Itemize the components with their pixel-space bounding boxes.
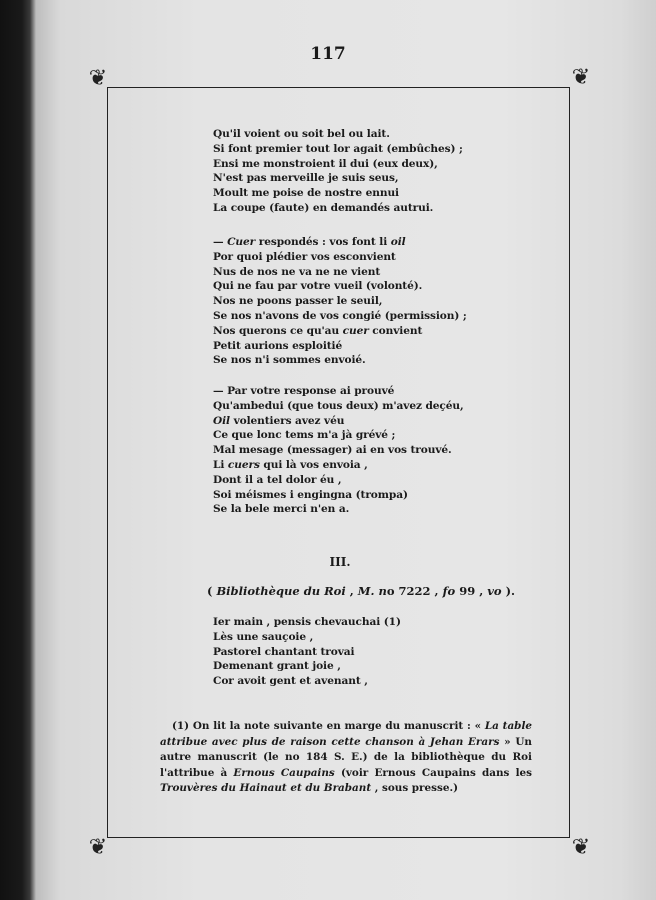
verse-line: [213, 384, 464, 399]
italic-text: Bibliothèque du Roi: [216, 584, 346, 598]
text-segment: (: [207, 584, 217, 598]
italic-text: Cuer: [227, 236, 256, 248]
text-segment: 99 ,: [455, 584, 488, 598]
verse-line: [213, 201, 463, 216]
text-segment: » Un autre manuscrit (le no 184 S. E.) de la bibliothèque du Roi l'attribue à: [160, 735, 532, 779]
italic-text: fo: [442, 584, 456, 598]
verse-line: [213, 645, 401, 660]
text-segment: La coupe (faute) en demandés autrui.: [213, 201, 434, 214]
text-segment: Pastorel chantant trovai: [213, 645, 355, 658]
verse-line: [213, 399, 464, 414]
stanza-4: [213, 615, 401, 689]
text-segment: N'est pas merveille je suis seus,: [213, 172, 399, 185]
text-segment: ,: [345, 584, 358, 598]
text-segment: Mal mesage (messager) ai en vos trouvé.: [213, 444, 452, 457]
ornament-top-right-icon: ❦: [571, 65, 591, 90]
footnote: [160, 719, 532, 797]
text-segment: Soi méismes i engingna (trompa): [213, 488, 408, 501]
verse-line: [213, 279, 467, 294]
verse-line: [213, 502, 464, 517]
verse-line: [213, 339, 467, 354]
stanza-1: [213, 127, 463, 216]
text-segment: Dont il a tel dolor éu ,: [213, 473, 342, 486]
text-segment: Ensi me monstroient il dui (eux deux),: [213, 157, 438, 170]
italic-text: cuer: [342, 324, 369, 337]
text-segment: Nus de nos ne va ne ne vient: [213, 265, 381, 278]
verse-line: [213, 615, 401, 630]
text-segment: qui là vos envoia ,: [259, 458, 368, 471]
text-segment: Por quoi plédier vos esconvient: [213, 250, 396, 263]
italic-text: Oil: [213, 414, 230, 427]
italic-text: cuers: [227, 458, 260, 471]
verse-line: [213, 630, 401, 645]
text-segment: Qu'ambedui (que tous deux) m'avez deçéu,: [213, 399, 464, 412]
verse-line: [213, 235, 467, 250]
text-segment: Ier main , pensis chevauchai (1): [213, 616, 401, 628]
page-number: 117: [310, 44, 346, 64]
italic-text: M.: [357, 584, 375, 598]
verse-line: [213, 309, 467, 324]
verse-line: [213, 265, 467, 280]
verse-line: [213, 186, 463, 201]
text-segment: —: [213, 236, 228, 248]
text-segment: Lès une sauçoie ,: [213, 630, 314, 643]
text-segment: Nos querons ce qu'au: [213, 324, 343, 337]
section-heading: III.: [329, 555, 351, 569]
text-segment: ).: [501, 584, 516, 598]
text-segment: Se nos n'avons de vos congié (permission) ;: [213, 309, 467, 322]
verse-line: [213, 659, 401, 674]
text-segment: Li: [213, 458, 228, 471]
text-segment: Si font premier tout lor agait (embûches) ;: [213, 142, 463, 155]
text-segment: convient: [368, 324, 423, 337]
text-segment: Se la bele merci n'en a.: [213, 503, 350, 516]
italic-text: Ernous Caupains: [233, 766, 335, 779]
text-segment: Qu'il voient ou soit bel ou lait.: [213, 128, 390, 140]
text-segment: Petit aurions esploitié: [213, 339, 343, 352]
verse-line: [213, 473, 464, 488]
text-segment: volentiers avez véu: [229, 414, 345, 427]
text-segment: (1) On lit la note suivante en marge du manuscrit : «: [172, 720, 485, 732]
source-reference: [207, 584, 515, 598]
text-segment: Qui ne fau par votre vueil (volonté).: [213, 280, 423, 293]
italic-text: oil: [390, 236, 406, 248]
italic-text: vo: [487, 584, 502, 598]
verse-line: [213, 142, 463, 157]
ornament-bottom-left-icon: ❦: [88, 835, 108, 860]
verse-line: [213, 127, 463, 142]
verse-line: [213, 353, 467, 368]
verse-line: [213, 414, 464, 429]
text-segment: Ce que lonc tems m'a jà grévé ;: [213, 429, 396, 442]
verse-line: [213, 428, 464, 443]
ornament-bottom-right-icon: ❦: [571, 835, 591, 860]
ornament-top-left-icon: ❦: [88, 66, 108, 91]
text-segment: Se nos n'i sommes envoié.: [213, 354, 366, 367]
italic-text: n: [378, 584, 387, 598]
verse-line: [213, 674, 401, 689]
italic-text: La table attribue avec plus de raison cette chanson à Jehan Erars: [160, 720, 533, 748]
text-segment: — Par votre response ai prouvé: [213, 385, 395, 397]
text-segment: (voir Ernous Caupains dans les: [334, 766, 532, 779]
verse-line: [213, 294, 467, 309]
verse-line: [213, 171, 463, 186]
stanza-2: [213, 235, 467, 368]
verse-line: [213, 157, 463, 172]
text-segment: o 7222 ,: [386, 584, 443, 598]
verse-line: [213, 488, 464, 503]
stanza-3: [213, 384, 464, 517]
verse-line: [213, 324, 467, 339]
text-segment: Moult me poise de nostre ennui: [213, 187, 399, 200]
text-segment: Demenant grant joie ,: [213, 660, 341, 673]
verse-line: [213, 458, 464, 473]
text-segment: Nos ne poons passer le seuil,: [213, 295, 383, 308]
verse-line: [213, 250, 467, 265]
italic-text: Trouvères du Hainaut et du Brabant: [160, 782, 372, 794]
text-segment: respondés : vos font li: [255, 236, 391, 248]
verse-line: [213, 443, 464, 458]
text-segment: Cor avoit gent et avenant ,: [213, 675, 368, 688]
text-segment: , sous presse.): [371, 782, 458, 794]
